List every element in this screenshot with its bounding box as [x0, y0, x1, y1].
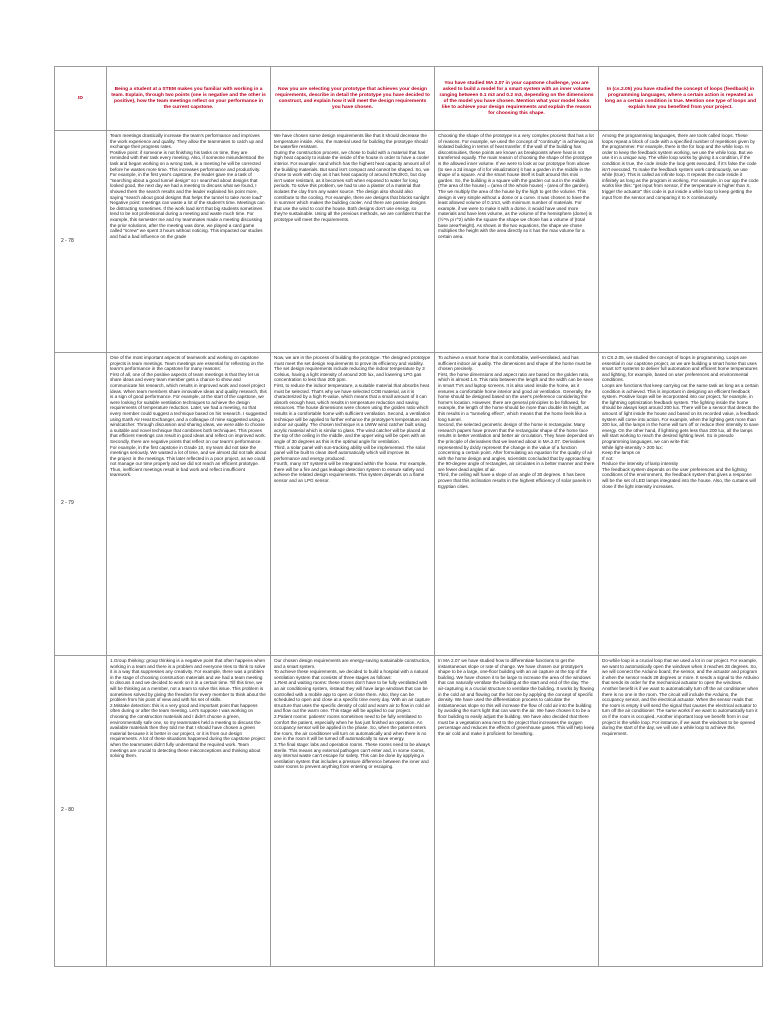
row-id: 2 - 80	[55, 656, 107, 967]
answer-1: Team meetings drastically increase the team's performance and improves the work experience and quality. They allow the teammates to catch up and exchange their progress rates. Positive point: if someone is not finishing his tasks on time, they are reminded with their task every meeting. Also, if someone misunderstood the task and began working on a wrong task, in a meeting he will be corrected before he wastes more time. This increases performance and productivity. For example, in the first year's capstone, the leader gave me a task of "searching about a good tunnel design" so I searched about designs that looked good, the next day we had a meeting to discuss what we found, I showed them the search results and the leader explained his point more, saying "search about good designs that helps the tunnel to take more load" Negative point: meetings can waste a lot of the student's time. Meetings can be distracting sometimes. If the work load isn't that big students sometimes tend to be not professional during a meeting and waste much time. For example, this semester me and my teammates made a meeting discussing the prior solutions, after the meeting was done, we played a card game called "screw" we spent 3 hours without noticing. This impacted our studies and had a bad influence on the grade	[107, 131, 271, 353]
answer-1: One of the most important aspects of teamwork and working on capstone projects is team meetings. Team meetings are essential for reflecting on the team's performance in the capstone for many reasons: First of all, one of the positive aspects of team meetings is that they let us share ideas and every team member gets a chance to show and communicate his research, which results in improved work and novel project ideas. When team members share innovative ideas and quality research, this is a sign of good performance. For example, at the start of the capstone, we were looking for suitable ventilation techniques to achieve the design requirements of temperature reduction. Later, we had a meeting, so that every member could suggest a technique based on his research. I suggested using Earth Air Heat Exchanger, and a colleague of mine suggested using a windcatcher. Through discussion and sharing ideas, we were able to choose a suitable and novel technique that combines both techniques. This proves that efficient meetings can result in good ideas and reflect on improved work. Secondly, there are negative points that reflect on our team's performance. For example, in the first capstone in Grade 10, my team did not take the meetings seriously. We wasted a lot of time, and we almost did not talk about the project in the meetings. This later reflected in a poor project, as we could not manage our time properly and we did not reach an efficient prototype. Thus, inefficient meetings result in bad work and reflect insufficient teamwork.	[107, 353, 271, 656]
answer-3: In MA 2.07 we have studied how to differentiate functions to get the instantaneous slope or rate of change. We have chosen our prototype's shape to be a large, one-floor building with an air capture at the top of the building. We have chosen it to be large to increase the area of the windows that can naturally ventilate the building at the start and end of the day. The air-capturing is a crucial structure to ventilate the building. It works by flowing in the cold air and flowing out the hot one by applying the concept of specific density. We have used the differentiation process to calculate the instantaneous slope so this will increase the flow of cold air into the building by avoiding the sun's light that can warm the air. We have chosen it to be a floor building to easily adjust the building. We have also decided that there must be a vegetation area next to the project that increases the oxygen percentage and reduces the effects of greenhouse gases. This will help keep the air cold and make it proficient for breathing.	[435, 656, 599, 967]
row-id: 2 - 78	[55, 131, 107, 353]
answer-4: Do-while loop is a crucial loop that we used a lot in our project. For example, we want to automatically open the windows when it reaches 28 degrees. So, we will connect the Arduino board, the sensor, and the actuator and program it when the sensor reads 28 degrees or more. It sends a signal to the Arduino that sends its order for the mechanical actuator to open the windows. Another benefit is if we want to automatically turn off the air conditioner when there is no one in the room. The circuit will include the Arduino, the occupancy sensor, and the electrical actuator. When the sensor reads that the room is empty it will send the signal that causes the electrical actuator to turn off the air conditioner. The same works if we want to automatically turn it on if the room is occupied. Another important loop we benefit from in our project is the while loop. For instance, if we want the windows to be opened during the start of the day, we will use a while loop to achieve this requirement.	[599, 656, 763, 967]
answer-3: Choosing the shape of the prototype is a very complex process that has a lot of reasons. For example, we used the concept of "continuity" in achieving an isolated building in terms of heat transfer. If the wall of the building has discontinuities, these points are known as breakpoints where heat is not transferred equally. The main reason of choosing the shape of the prototype is the allowed inner volume. If we were to look at our prototype from above (to see a 2d image of it for visualization) it has a garden in the middle in the shape of a square. And the smart house itself is built around this mini garden. So, the building is a square with the garden cut out in the middle. (The area of the house) = (area of the whole house) - (area of the garden). The we multiply the area of the house by the high to get the volume. This design is very simple without a dome or a curve. It was chosen to have the least allowed volume of 0.1m3, with minimum number of materials. For example, if we were to make it with a dome, it would have used more materials and have less volume, as the volume of the hemisphere (dome) is (½*⅔ pi r^2) while the square the shape we chose has a volume of (total base area*height). As shown in the two equations, the shape we chose multiplies the height with the area directly so it has the max volume for a certain area.	[435, 131, 599, 353]
page	[54, 66, 762, 967]
header-question-1: Being a student at a STEM makes you familiar with working in a team. Explain, through two points (one is negative and the other is positive), how the team meetings reflect on your performance in the current capstone.	[107, 67, 271, 131]
answer-2: Our chosen design requirements are energy-saving sustainable construction, and a smart system. To achieve these requirements, we decided to build a hospital with a natural ventilation system that consists of three stages as follows: 1.Rest and waiting rooms: these rooms don't have to be fully ventilated with an air conditioning system, instead they will have large windows that can be controlled with a mobile app to open or close them. Also, they can be scheduled to open and close at a specific time every day. With an air capture structure that uses the specific density of cold and warm air to flow in cold air and flow out the warm one. This stage will be applied to our project. 2.Patient rooms: patients' rooms sometimes need to be fully ventilated to comfort the patient, especially when he has just finished an operation. An occupancy sensor will be applied in the phase. So, when the patient enters the room, the air conditioner will turn on automatically and when there is no one in the room it will be turned off automatically to save energy. 3.The final stage: labs and operation rooms. These rooms need to be always sterile. This means any external pathogen can't enter and, in some rooms, any internal waste can't escape for safety. This can be done by applying a ventilation system that includes a pressure difference between the inner and outer rooms to prevent anything from entering or escaping.	[271, 656, 435, 967]
answer-2: We have chosen some design requirements like that it should decrease the temperature inside. Also, the material used for building the prototype should be waterfire resistant. During the construction process, we chose to build with a material that has high heat capacity to isolate the inside of the house in order to have a cooler interior. For example: sand which has the highest heat capacity amount all of the building materials. But sand isn't compact and cannot be shaped. So, we chose to work with clay as it has heat capacity of around 878J/KG, but clay isn't water resistant, as it becomes soft when exposed to water for long periods. To solve this problem, we had to use a plaster of a material that isolates the clay from any water source. The design also should also contribute to the cooling. For example, there are designs that blocks sunlight in summer which makes the building cooler. And there are passive designs that use the wind to cool the house. Both designs don't use energy, so they're sustainable. Using all the previous methods, we are confident that the prototype will meet the requirements.	[271, 131, 435, 353]
answer-4: Among the programming languages, there are tools called loops. These loops repeat a block of code with a specified number of repetitions given by the programmer. For example, there is the for loop and the while loop. In order to keep the feedback system working, we use the while loop. But we use it in a unique way. The while loop works by giving it a condition, if the condition is true, the code inside the loop gets executed, if it's false the code isn't executed. To make the feedback system work continuously, we use while (true). This is called an infinite loop. It repeats the code inside it infinitely as long as the program is working. For example, in our app the code works like this: "get input from sensor, if the temperature is higher than X, trigger the actuator" this code is put inside a while loop to keep getting the input from the sensor and comparing it to X continuously.	[599, 131, 763, 353]
answer-3: To achieve a smart home that is comfortable, well-ventilated, and has sufficient indoor air quality. The dimensions and shape of the home must be chosen precisely. First, the home dimensions and aspect ratio are based on the golden ratio, which is almost 1.6. This ratio between the length and the width can be seen in smart TVs and laptop screens. It is also used inside the home, as it ensures a comfortable home interior and good air ventilation. Generally, the home should be designed based on the user's preference considering the home's location. However, there are general principles to be followed, for example, the length of the home should be more than double its height, as this results in a "tunneling effect", which means that the home feels like a long tunnel. Second, the selected geometric design of the home is rectangular. Many research papers have proven that the rectangular shape of the home face results in better ventilation and better air circulation. They have depended on the principle of derivatives that we learned about in MA.2.07. Derivatives represented by dx/dy represent the change in the value of a function concerning a certain point. After formulating an equation for the quality of air with the home design and angles, scientists concluded that by approaching the 90-degree angle of rectangles, air circulates in a better manner and there are fewer dead angles of air. Third, the ceiling will have a slope of an angle of 30 degrees. It has been proven that this inclination results in the highest efficiency of solar panels in Egyptian cities.	[435, 353, 599, 656]
header-id: ID	[55, 67, 107, 131]
header-question-4: In (cs.2.05) you have studied the concept of loops (feedback) in programming languages, where a certain action is repeated as long as a certain condition is true. Mention one type of loops and explain how you benefited from your project.	[599, 67, 763, 131]
table-row	[55, 353, 763, 656]
answer-2: Now, we are in the process of building the prototype. The designed prototype must meet the set design requirements to prove its efficiency and viability. The set design requirements include reducing the indoor temperature by 3 Celsius, having a light intensity of around 200 lux, and lowering LPG gas concentration to less than 200 ppm. First, to reduce the indoor temperature, a suitable material that absorbs heat must be selected. That's why we have selected COB material, as it is characterized by a high R-value, which means that a small amount of it can absorb enough heat, which results in temperature reduction and saving resources. The house dimensions were chosen using the golden ratio which results in a comfortable home with sufficient ventilation. Second, a ventilation technique will be applied to further enhance the prototype's temperature and indoor air quality. The chosen technique is a UWW wind catcher built using acrylic material which is similar to glass. The wind catcher will be placed at the top of the ceiling in the middle, and the upper wing will be open with an angle of 30 degrees as this is the optimal angle for ventilation. Third, a solar panel with sun-tracking ability will be implemented. The solar panel will be built to clean itself automatically which will improve its performance and energy produced. Fourth, many IoT systems will be integrated within the house. For example, there will be a fire and gas leakage detection system to ensure safety and achieve the related design requirements. This system depends on a flame sensor and an LPG sensor.	[271, 353, 435, 656]
table-row	[55, 131, 763, 353]
answer-4: In CS.2.05, we studied the concept of loops in programming. Loops are essential in our capstone project, as we are building a smart home that uses smart IoT systems to deliver full automation and efficient home temperatures and lighting, for example, based on user preferences and environmental conditions. Loops are functions that keep carrying out the same task as long as a certain condition is achieved. This is important in designing an efficient feedback system. Positive loops will be incorporated into our project, for example, in the lightning optimization feedback system. The lighting inside the home should be always kept around 200 lux. There will be a sensor that detects the amount of light inside the house and based on its recorded value, a feedback system will come into action. For example, when the lighting gets more than 200 lux, all the lamps in the home will turn off or reduce their intensity to save energy. On the other hand, if lightning gets less than 200 lux, all the lamps will start working to reach the desired lighting level. So in pseudo programming languages, we can write this: While light-intensity > 200 lux: Keep the lamps on If not: Reduce the intensity of lamp intensity The feedback system depends on the user preferences and the lighting conditions of the environment, the feedback system that gives a response will be the set of LED lamps integrated into the house. Also, the curtains will close if the light intensity increases.	[599, 353, 763, 656]
header-question-2: Now you are selecting your prototype that achieves your design requirements, describe in detail the prototype you have decided to construct, and explain how it will meet the design requirements you have chosen.	[271, 67, 435, 131]
capstone-answers-table	[54, 66, 763, 967]
row-id: 2 - 79	[55, 353, 107, 656]
table-row	[55, 656, 763, 967]
answer-1: 1.Group thinking: group thinking is a negative point that often happens when working in a team and there is a problem and everyone tries to think to solve it in a way that suppresses any creativity. For example, there was a problem in the stage of choosing construction materials and we had a team meeting to discuss it and we decided to work on it in a certain time. Till this time, we will be thinking as a member, not a team to solve this issue. This problem is sometimes solved by giving the freedom for every member to think about the problem from his point of view and with his set of skills. 2.Mistake detection: this is a very good and important point that happens often during or after the team meeting. Let's suppose I was working on choosing the construction materials and I didn't choose a green, environmentally safe one, so my teammates held a meeting to discuss the available materials then they told me that I should have chosen a green material because it is better in our project, or it is from our design requirements. A lot of these situations happened during the capstone project when the teammates didn't fully understand the required work. Team meetings are crucial to detecting these misconceptions and thinking about solving them.	[107, 656, 271, 967]
header-row	[55, 67, 763, 131]
header-question-3: You have studied MA 2.07 in your capstone challenge, you are asked to build a model for a smart system with an inner volume ranging between 0.1 m3 and 0.2 m3, depending on the dimensions of the model you have chosen. Mention what your model looks like to achieve your design requirements and explain the reason for choosing this shape.	[435, 67, 599, 131]
